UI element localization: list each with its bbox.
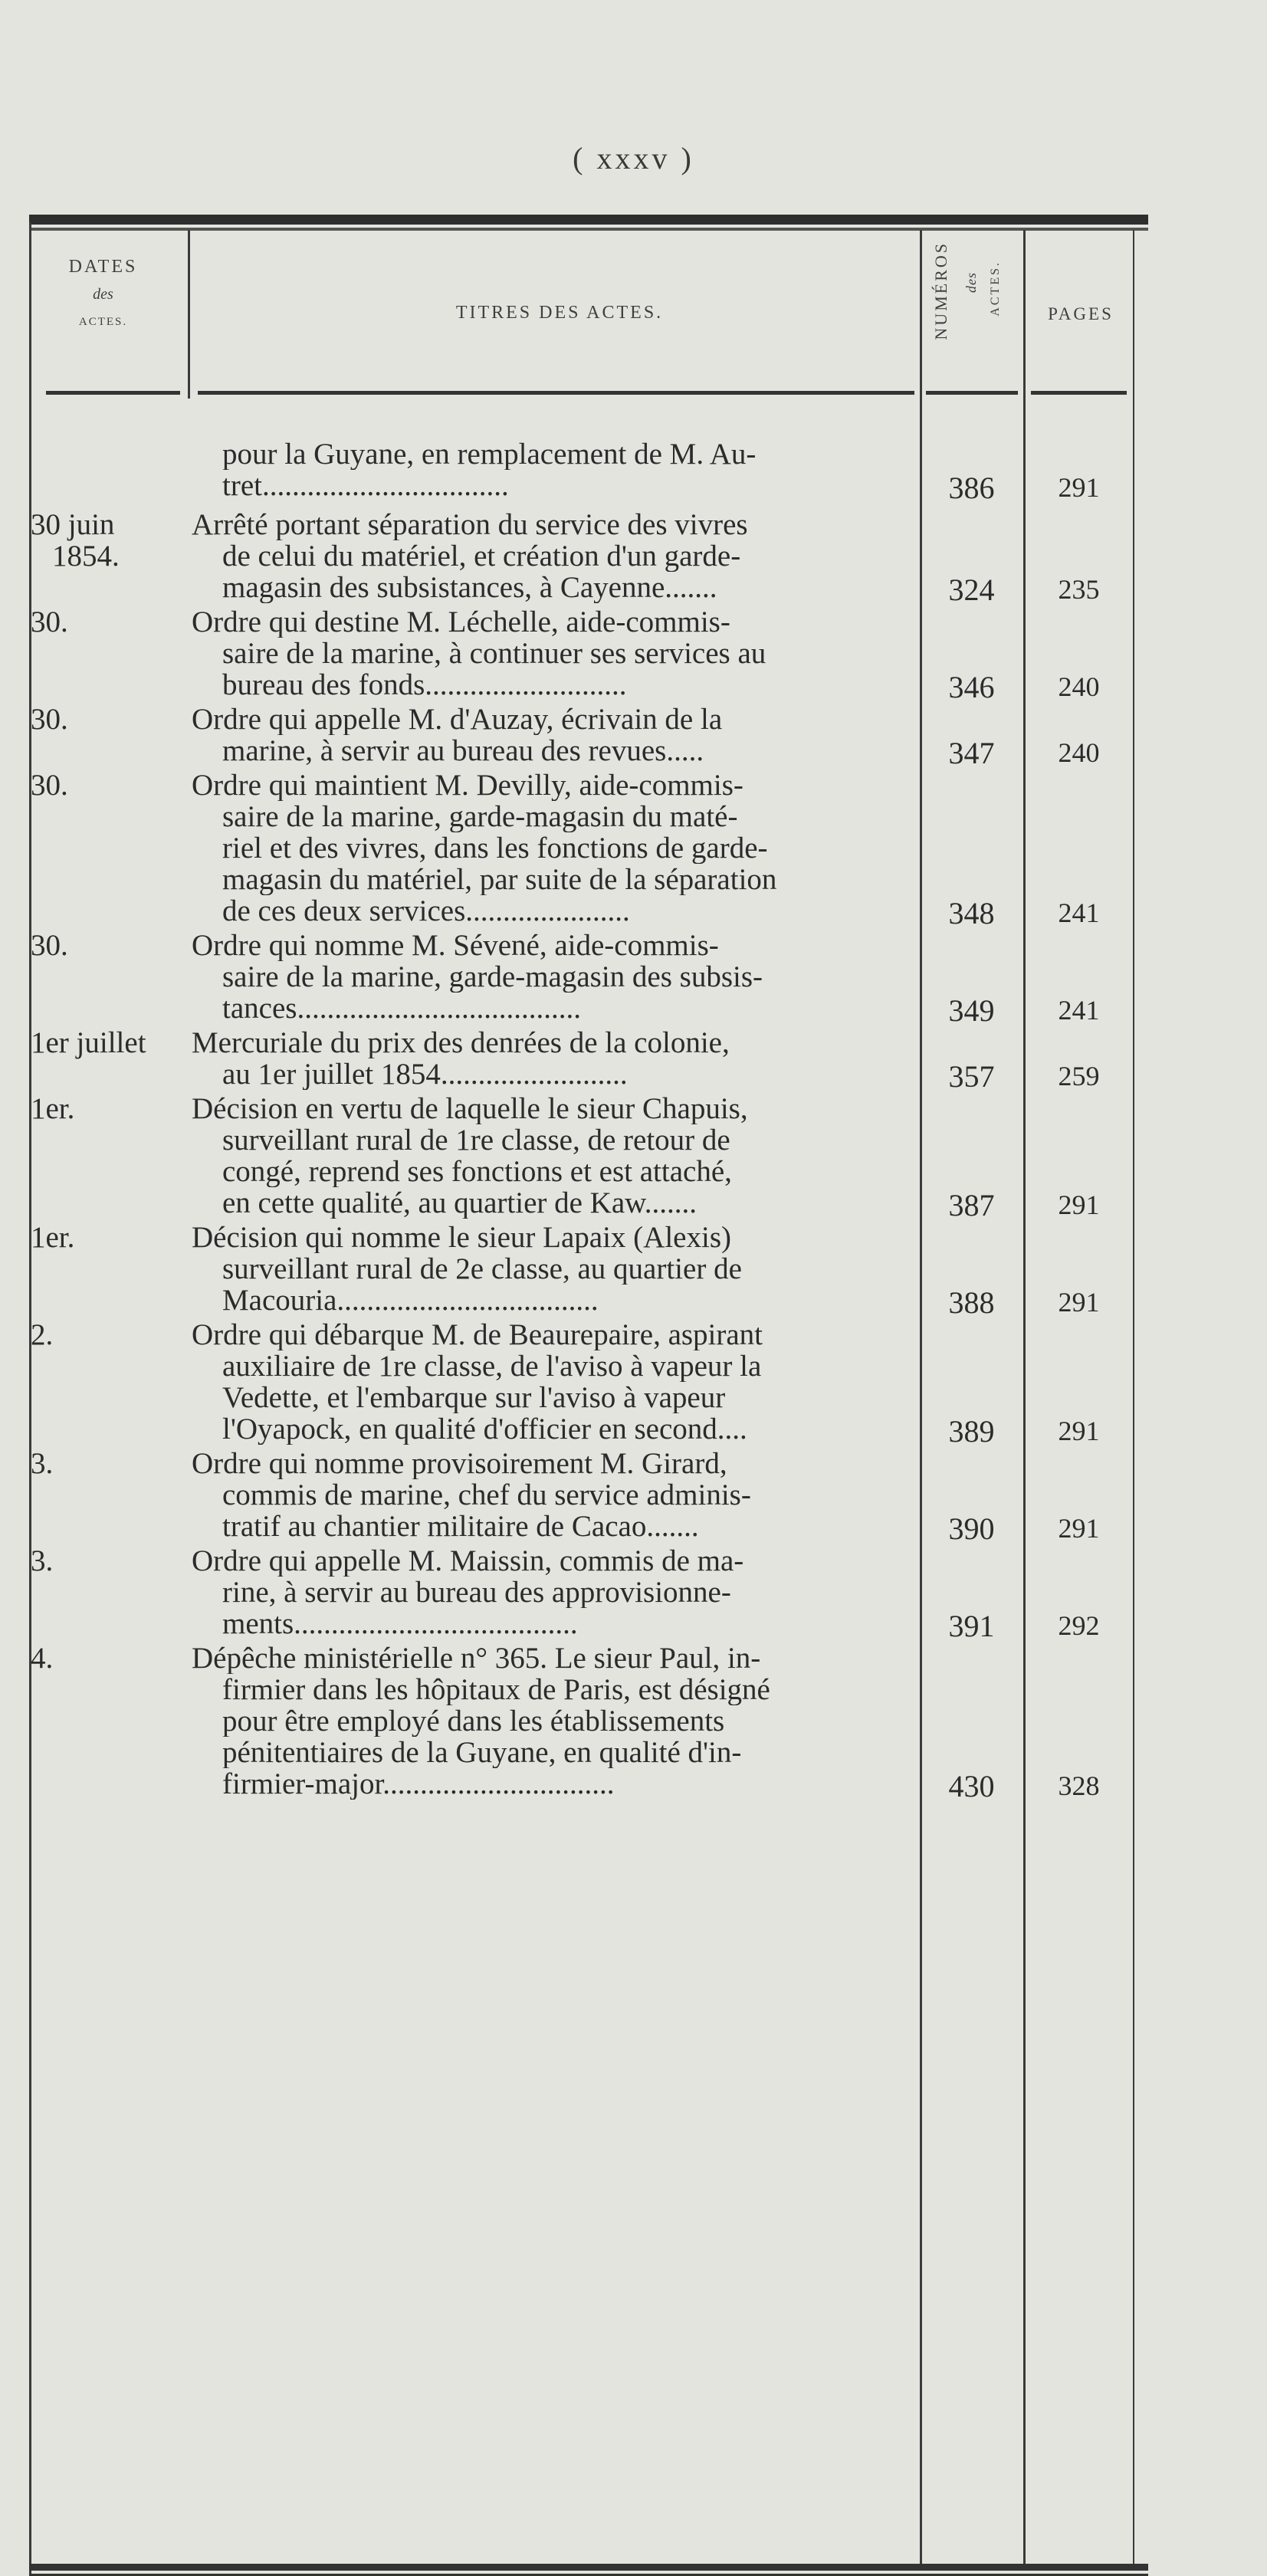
entry-title-line: magasin des subsistances, à Cayenne....... — [222, 572, 717, 603]
entry-title — [192, 930, 904, 1024]
entry-page: 292 — [1058, 1610, 1100, 1641]
entry-page: 235 — [1058, 574, 1100, 605]
entry-title-line: Ordre qui appelle M. d'Auzay, écrivain de la — [192, 704, 723, 735]
entry-title-line: tratif au chantier militaire de Cacao....... — [222, 1511, 699, 1542]
entry-page: 291 — [1058, 1287, 1100, 1318]
entry-title-line: ments...................................... — [222, 1608, 578, 1639]
entry-numero: 389 — [948, 1414, 995, 1449]
header-dates-line1: DATES — [68, 257, 138, 277]
entry-title-line: saire de la marine, à continuer ses services au — [222, 638, 766, 669]
header-underline — [926, 391, 1018, 395]
entry-numero: 387 — [948, 1188, 995, 1222]
entry-title-line: rine, à servir au bureau des approvisionne- — [222, 1577, 731, 1608]
entry-date: 2. — [31, 1318, 54, 1351]
entry-title — [192, 438, 904, 501]
header-underline — [198, 391, 914, 395]
entry-page: 241 — [1058, 897, 1100, 928]
entry-page: 240 — [1058, 671, 1100, 702]
entry-date: 3. — [31, 1544, 54, 1577]
entry-title-line: firmier-major............................... — [222, 1768, 615, 1800]
entry-numero: 430 — [948, 1769, 995, 1803]
entry-title-line: Ordre qui nomme M. Sévené, aide-commis- — [192, 930, 719, 961]
entry-date: 4. — [31, 1642, 54, 1675]
entry-title — [192, 1545, 904, 1639]
entry-title-line: au 1er juillet 1854......................... — [222, 1058, 628, 1090]
entry-title-line: Vedette, et l'embarque sur l'aviso à vapeur — [222, 1382, 726, 1413]
entry-page: 291 — [1058, 472, 1100, 503]
entry-page: 291 — [1058, 1416, 1100, 1446]
entry-date: 1er juillet — [31, 1026, 146, 1059]
entry-date: 30. — [31, 769, 68, 802]
entry-numero: 347 — [948, 736, 995, 770]
column-divider — [1023, 230, 1026, 2568]
entry-numero: 348 — [948, 896, 995, 930]
entry-title-line: auxiliaire de 1re classe, de l'aviso à vapeur la — [222, 1350, 762, 1382]
entry-title-line: Décision qui nomme le sieur Lapaix (Alexis) — [192, 1222, 731, 1253]
entry-title-line: surveillant rural de 2e classe, au quartier de — [222, 1253, 742, 1285]
table-top-rule-thin — [29, 228, 1148, 231]
header-dates — [40, 253, 166, 336]
entry-title-line: bureau des fonds........................... — [222, 669, 627, 701]
entry-numero: 391 — [948, 1609, 995, 1643]
entry-numero: 390 — [948, 1511, 995, 1546]
entry-numero: 346 — [948, 670, 995, 704]
header-numeros — [924, 238, 1016, 379]
entry-title-line: de ces deux services...................... — [222, 895, 630, 927]
entry-title-line: l'Oyapock, en qualité d'officier en second.... — [222, 1413, 747, 1445]
entry-title — [192, 1319, 904, 1445]
entry-date: 30. — [31, 929, 68, 962]
entry-title-line: surveillant rural de 1re classe, de retour de — [222, 1124, 730, 1156]
entry-title — [192, 1027, 904, 1090]
entry-page: 240 — [1058, 737, 1100, 768]
entry-title-line: saire de la marine, garde-magasin du maté- — [222, 801, 738, 832]
entry-title-line: marine, à servir au bureau des revues..... — [222, 735, 704, 766]
entry-page: 291 — [1058, 1513, 1100, 1544]
entry-title-line: commis de marine, chef du service adminis- — [222, 1479, 751, 1511]
header-numeros-line2: des — [963, 272, 979, 293]
page-number: ( xxxv ) — [573, 141, 694, 176]
entry-title-line: Ordre qui débarque M. de Beaurepaire, aspirant — [192, 1319, 763, 1350]
entry-page: 241 — [1058, 995, 1100, 1025]
header-dates-line2: des — [93, 286, 113, 303]
table-top-rule — [29, 215, 1148, 225]
entry-title-line: Ordre qui maintient M. Devilly, aide-commis- — [192, 770, 743, 801]
entry-title — [192, 704, 904, 766]
entry-title-line: saire de la marine, garde-magasin des subsis- — [222, 961, 763, 993]
entry-title — [192, 1222, 904, 1316]
entry-numero: 386 — [948, 471, 995, 505]
table-bottom-rule — [29, 2564, 1148, 2571]
header-underline — [1031, 391, 1127, 395]
entry-title-line: pour être employé dans les établissements — [222, 1705, 725, 1737]
entry-numero: 388 — [948, 1285, 995, 1320]
entry-numero: 324 — [948, 573, 995, 607]
entry-title — [192, 770, 904, 927]
header-dates-line3: ACTES. — [78, 316, 128, 328]
entry-date: 30. — [31, 703, 68, 736]
entry-date: 30 juin 1854. — [31, 508, 120, 573]
entry-title-line: tret................................. — [222, 470, 509, 501]
entry-page: 259 — [1058, 1061, 1100, 1091]
entry-title-line: Mercuriale du prix des denrées de la colonie, — [192, 1027, 730, 1058]
table-left-border — [29, 222, 31, 2575]
entry-title — [192, 1642, 904, 1800]
entry-title — [192, 509, 904, 603]
entry-title — [192, 1093, 904, 1219]
entry-title-line: Ordre qui destine M. Léchelle, aide-commis- — [192, 606, 730, 638]
entry-date: 3. — [31, 1447, 54, 1480]
entry-page: 328 — [1058, 1770, 1100, 1801]
header-underline — [46, 391, 180, 395]
entry-title-line: Ordre qui appelle M. Maissin, commis de ma- — [192, 1545, 744, 1577]
entry-title-line: magasin du matériel, par suite de la séparation — [222, 864, 777, 895]
entry-title-line: Arrêté portant séparation du service des vivres — [192, 509, 748, 540]
entry-title-line: Ordre qui nomme provisoirement M. Girard, — [192, 1448, 727, 1479]
entry-page: 291 — [1058, 1190, 1100, 1220]
entry-title-line: tances...................................... — [222, 993, 581, 1024]
entry-title-line: de celui du matériel, et création d'un garde- — [222, 540, 741, 572]
header-numeros-line1: NUMÉROS — [931, 241, 950, 340]
entry-title-line: Macouria................................... — [222, 1285, 599, 1316]
entry-date: 1er. — [31, 1221, 75, 1254]
entry-title-line: pour la Guyane, en remplacement de M. Au- — [222, 438, 757, 470]
entry-title-line: en cette qualité, au quartier de Kaw....... — [222, 1187, 698, 1219]
entry-title-line: Décision en vertu de laquelle le sieur Chapuis, — [192, 1093, 748, 1124]
header-numeros-line3: ACTES. — [989, 261, 1002, 317]
table-right-border — [1133, 230, 1134, 2568]
entry-title — [192, 1448, 904, 1542]
entry-title-line: firmier dans les hôpitaux de Paris, est désigné — [222, 1674, 770, 1705]
header-pages: PAGES — [1048, 304, 1114, 323]
entry-date: 1er. — [31, 1092, 75, 1125]
entry-title-line: congé, reprend ses fonctions et est attaché, — [222, 1156, 732, 1187]
entry-numero: 349 — [948, 993, 995, 1028]
entry-title-line: Dépêche ministérielle n° 365. Le sieur Paul, in- — [192, 1642, 761, 1674]
header-titles: TITRES DES ACTES. — [455, 303, 664, 323]
entry-numero: 357 — [948, 1059, 995, 1094]
column-divider — [188, 230, 190, 399]
entry-title — [192, 606, 904, 701]
column-divider — [920, 230, 922, 2568]
entry-title-line: riel et des vivres, dans les fonctions de garde- — [222, 832, 768, 864]
entry-date: 30. — [31, 605, 68, 638]
entry-title-line: pénitentiaires de la Guyane, en qualité d'in- — [222, 1737, 742, 1768]
